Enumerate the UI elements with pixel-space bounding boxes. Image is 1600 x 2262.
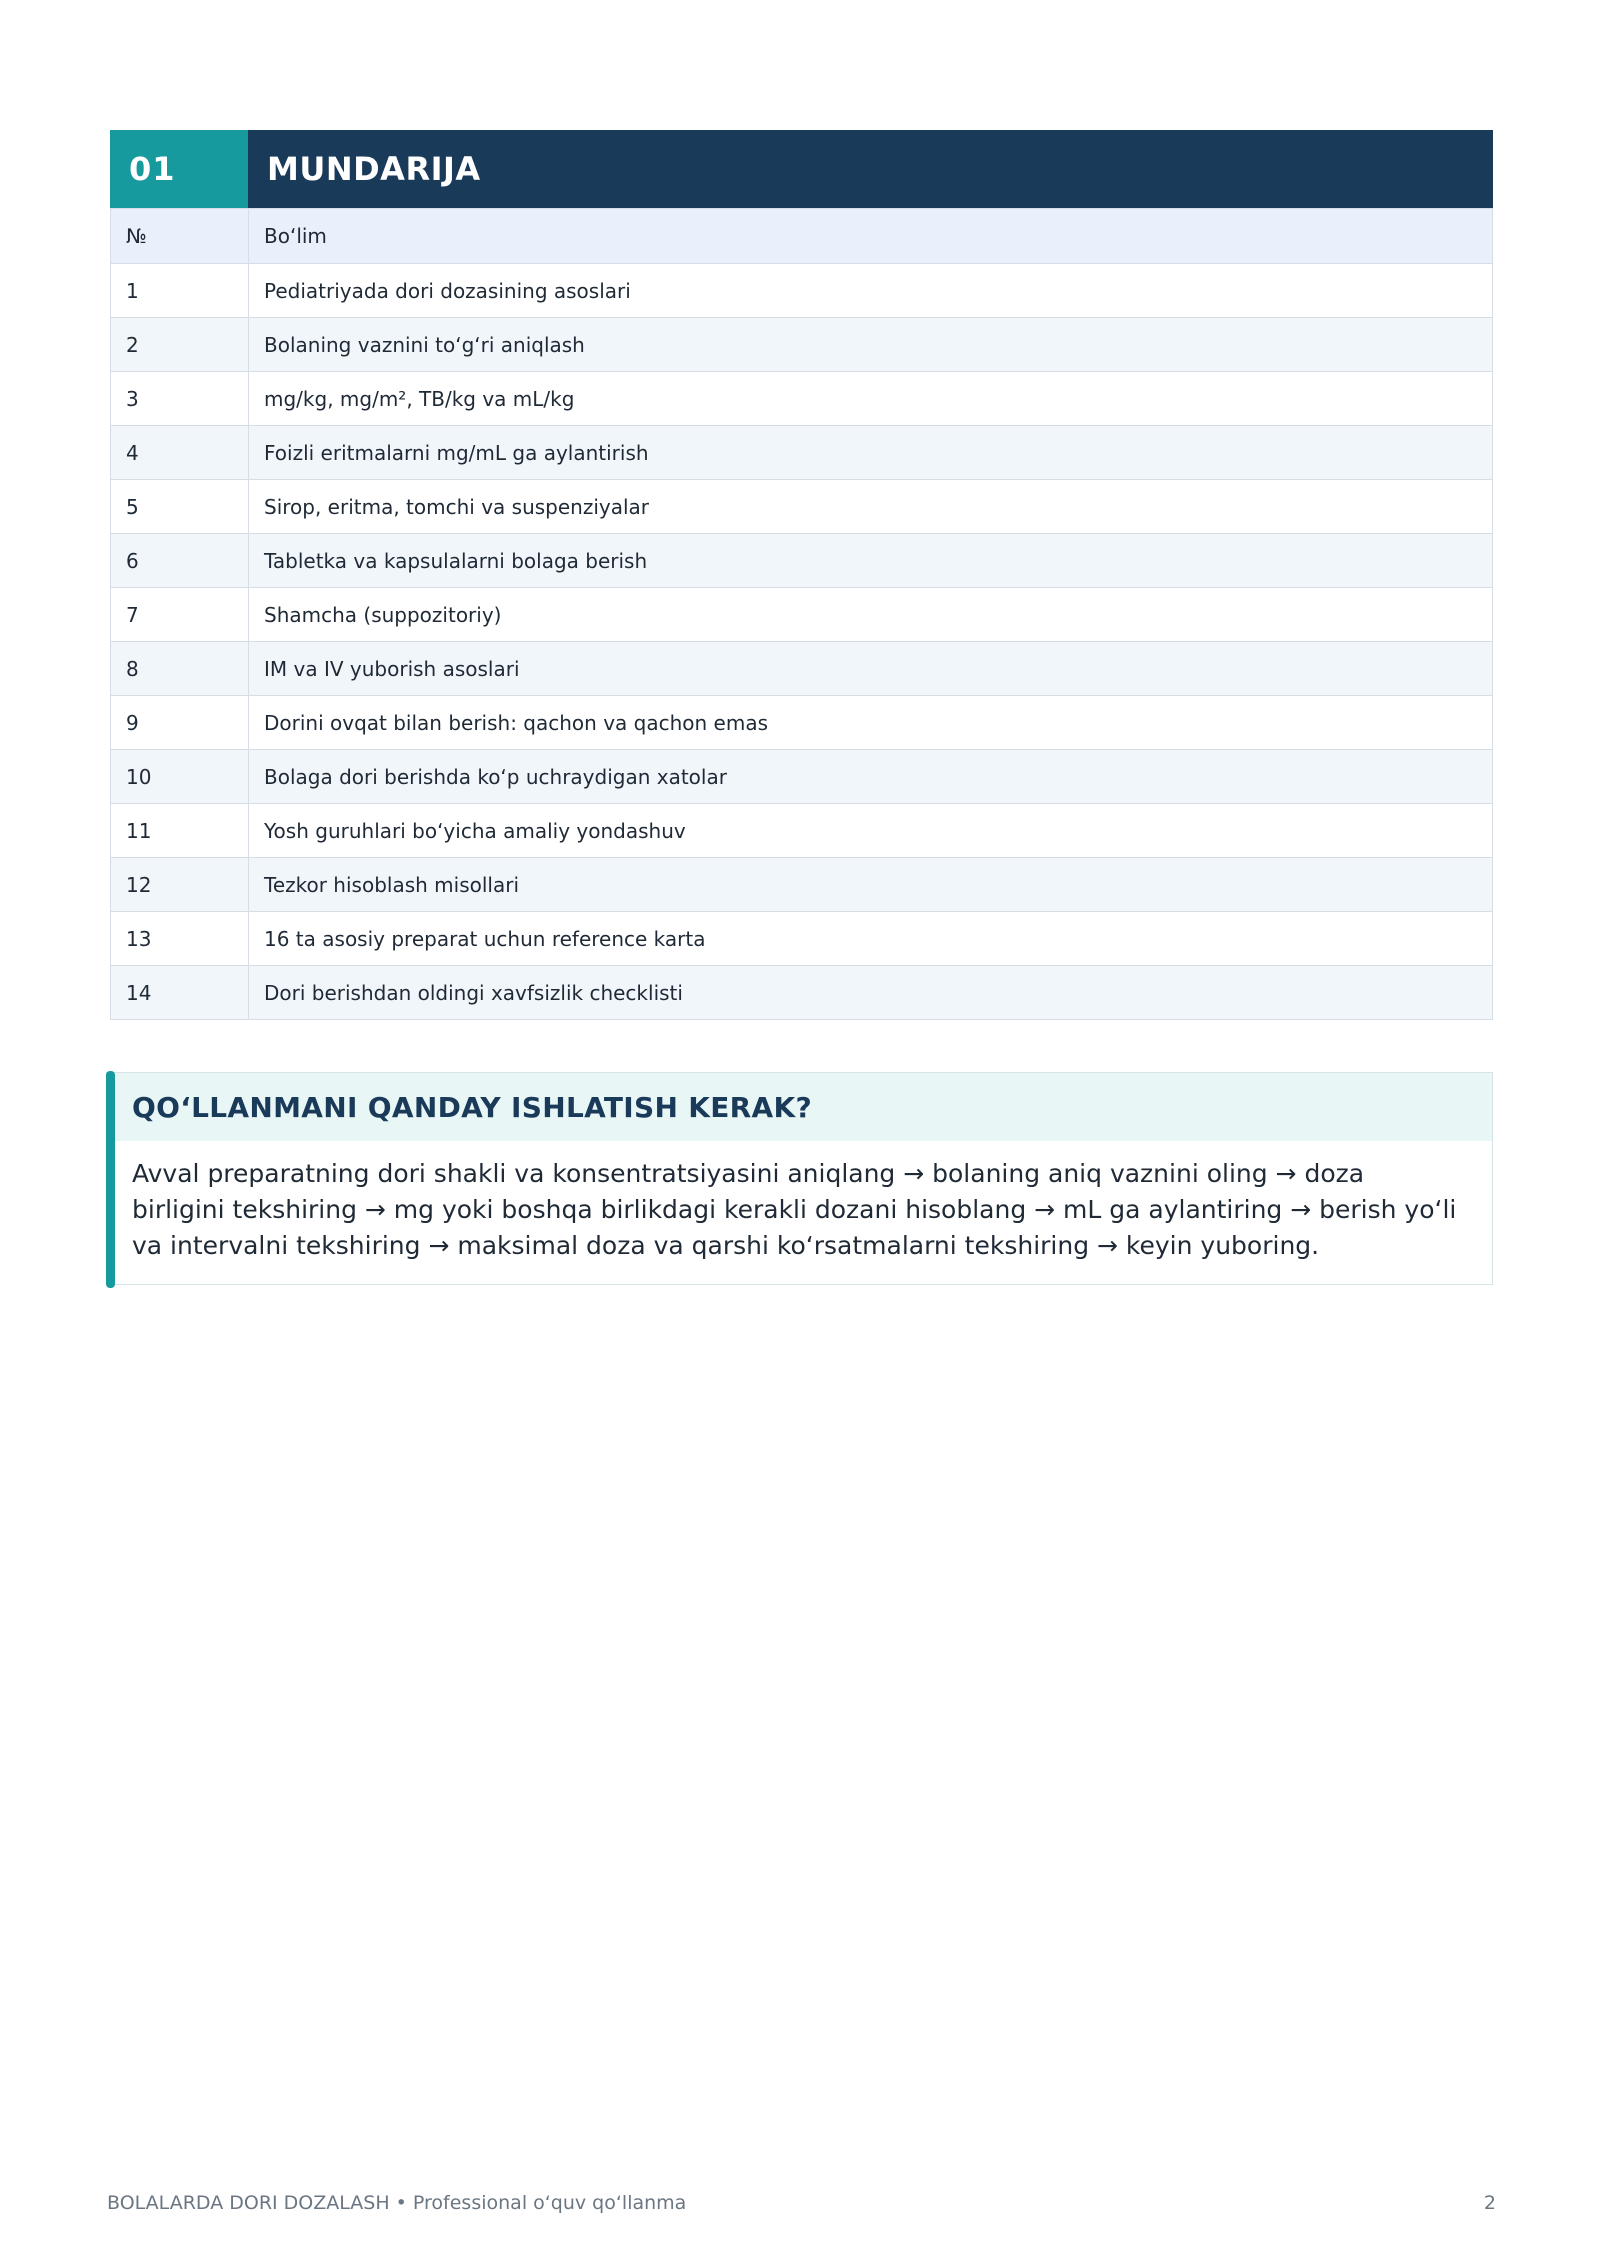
table-of-contents [110, 208, 1493, 1020]
toc-row-title: Pediatriyada dori dozasining asoslari [249, 264, 1493, 318]
toc-row-number: 14 [111, 966, 249, 1020]
callout-body: Avval preparatning dori shakli va konsentratsiyasini aniqlang → bolaning aniq vaznini oling → doza birligini tekshiring → mg yoki boshqa birlikdagi kerakli dozani hisoblang → mL ga aylantiring → berish yo‘li va intervalni tekshiring → maksimal doza va qarshi ko‘rsatmalarni tekshiring → keyin yuboring. [132, 1159, 1457, 1260]
table-row [111, 426, 1493, 480]
toc-row-title: Foizli eritmalarni mg/mL ga aylantirish [249, 426, 1493, 480]
toc-row-title: Shamcha (suppozitoriy) [249, 588, 1493, 642]
toc-row-number: 11 [111, 804, 249, 858]
table-row [111, 264, 1493, 318]
toc-row-number: 1 [111, 264, 249, 318]
callout-accent-bar [106, 1071, 115, 1288]
usage-callout [106, 1072, 1493, 1285]
section-header [110, 130, 1493, 208]
table-row [111, 372, 1493, 426]
toc-header-section: Bo‘lim [249, 209, 1493, 264]
table-row [111, 696, 1493, 750]
table-row [111, 750, 1493, 804]
toc-row-title: Bolaning vaznini to‘g‘ri aniqlash [249, 318, 1493, 372]
toc-row-number: 5 [111, 480, 249, 534]
toc-row-title: 16 ta asosiy preparat uchun reference karta [249, 912, 1493, 966]
table-row [111, 318, 1493, 372]
toc-row-number: 9 [111, 696, 249, 750]
toc-row-number: 10 [111, 750, 249, 804]
toc-row-number: 7 [111, 588, 249, 642]
toc-row-number: 3 [111, 372, 249, 426]
toc-row-number: 6 [111, 534, 249, 588]
table-row [111, 966, 1493, 1020]
toc-row-number: 12 [111, 858, 249, 912]
toc-row-title: Tezkor hisoblash misollari [249, 858, 1493, 912]
toc-body [111, 264, 1493, 1020]
toc-row-title: Dori berishdan oldingi xavfsizlik checklisti [249, 966, 1493, 1020]
toc-row-number: 8 [111, 642, 249, 696]
table-row [111, 534, 1493, 588]
table-row [111, 858, 1493, 912]
callout-header [115, 1073, 1492, 1141]
section-title: MUNDARIJA [248, 130, 1493, 208]
toc-row-title: Tabletka va kapsulalarni bolaga berish [249, 534, 1493, 588]
toc-row-title: Bolaga dori berishda ko‘p uchraydigan xatolar [249, 750, 1493, 804]
page-number: 2 [1483, 2192, 1496, 2214]
table-row [111, 642, 1493, 696]
toc-row-title: Sirop, eritma, tomchi va suspenziyalar [249, 480, 1493, 534]
toc-row-title: mg/kg, mg/m², TB/kg va mL/kg [249, 372, 1493, 426]
table-row [111, 912, 1493, 966]
toc-row-title: IM va IV yuborish asoslari [249, 642, 1493, 696]
callout-title: QO‘LLANMANI QANDAY ISHLATISH KERAK? [132, 1090, 813, 1124]
toc-row-title: Dorini ovqat bilan berish: qachon va qachon emas [249, 696, 1493, 750]
toc-row-number: 13 [111, 912, 249, 966]
toc-row-number: 4 [111, 426, 249, 480]
toc-header-row [111, 209, 1493, 264]
toc-row-number: 2 [111, 318, 249, 372]
table-row [111, 588, 1493, 642]
table-row [111, 480, 1493, 534]
toc-row-title: Yosh guruhlari bo‘yicha amaliy yondashuv [249, 804, 1493, 858]
toc-header-number: № [111, 209, 249, 264]
section-number: 01 [110, 130, 248, 208]
footer-title: BOLALARDA DORI DOZALASH • Professional o‘quv qo‘llanma [107, 2192, 687, 2214]
table-row [111, 804, 1493, 858]
